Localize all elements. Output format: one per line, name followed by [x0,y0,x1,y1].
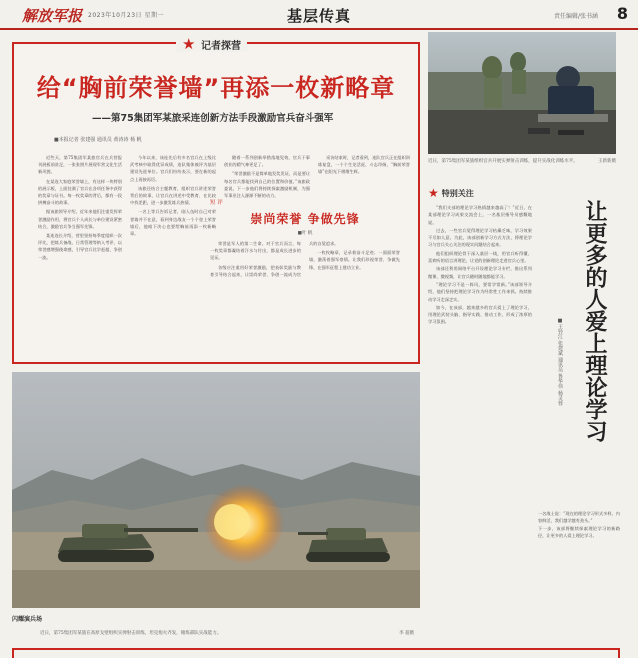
special-paragraph: “理论学习不是一阵风，要常学常新。”该部领导介绍，他们坚持把理论学习作为经常性工作来抓，持续推动学习走深走实。 [428,281,532,302]
special-vertical-title: 让更多的人爱上理论学习 [582,200,607,442]
shooting-training-photo [428,32,616,154]
article-paragraph: 据该旅领导介绍，近年来他们注重发挥荣誉激励作用，将官兵个人成长与单位建设紧密结合，激励官兵争当强军先锋。 [38,209,122,229]
shooting-training-illustration [428,32,616,154]
special-paragraph: 过去，一些官兵觉得理论学习枯燥乏味，学习效果不尽如人意。为此，该部创新学习方式方法，将理论学习与官兵关心关注的现实问题结合起来。 [428,227,532,248]
article-paragraph: 近些天，第75集团军某旅官兵在兵营报刊展板前驻足，一张张照片展现军营文化生活新风貌。 [38,155,122,175]
special-paragraph: 他们组织理论骨干深入基层一线，用官兵听得懂、喜欢听的语言讲理论，让党的创新理论走进官兵心里。 [428,250,532,264]
star-icon: ★ [182,35,196,53]
special-article-column [428,204,532,646]
article-column-1 [38,154,122,358]
commentary-header [210,198,400,206]
feature-tag-label: 记者探营 [201,40,241,52]
page-number: 8 [616,4,628,23]
top-photo-caption [428,158,616,165]
commentary-paragraph: 荣誉是军人的第二生命。对于官兵而言，每一枚奖章都凝结着汗水与付出，都是成长进步的见证。 [210,241,301,261]
main-photo-caption [40,630,420,636]
commentary-paragraph: 各级应注重用好荣誉激励，把表彰奖励与教育引导结合起来，让崇尚荣誉、争创一流成为官兵的自觉追求。 [210,241,339,277]
masthead [0,0,638,30]
commentary-title: 崇尚荣誉 争做先锋 [250,212,360,226]
top-photo-caption-text: 近日，第75集团军某旅组织官兵开展实弹射击训练，提升实战化训练水平。 [428,159,578,164]
commentary-paragraph: 一枚枚略章，记录着奋斗足迹；一面面荣誉墙，激荡着强军豪情。让我们珍视荣誉、争做先锋，在强军征程上建功立业。 [309,250,400,270]
article-paragraph: 今年以来，该连先后有多名官兵在上级比武考核中取得优异成绩，连队集体被评为基层建设先进单位。官兵们纷纷表示，要在新的起点上再接再厉。 [130,155,216,182]
special-byline: ■王铃江 张建斌 通讯员 鲁华伟 杨灵蓉 [557,318,563,406]
special-attention-header [428,186,474,200]
bottom-article-frame [12,648,620,658]
newspaper-logo: 解放军报 [22,7,83,25]
main-photo-credit: 李 超摄 [399,631,414,636]
article-paragraph: 采访结束时，记者看到，连队官兵正在组织训练复盘，一个个生龙活虎、斗志昂扬，“胸前荣誉墙”在阳光下熠熠生辉。 [318,155,410,175]
article-paragraph: 该旅还结合主题教育，组织官兵讲述荣誉背后的故事，让官兵在讲述中受教育、在比较中找差距，进一步激发练兵热情。 [130,185,216,206]
commentary-box [210,198,400,316]
commentary-author: ■叶 帆 [297,231,313,236]
article-paragraph: 一名上等兵告诉记者，刚入伍时自己对荣誉墙并不在意，看到身边战友一个个登上荣誉墙后，他暗下决心也要给胸前再添一枚新略章。 [130,209,216,237]
article-paragraph: 随着一系列创新举措落地见效，官兵干事创业的精气神更足了。 [224,155,310,168]
special-paragraph: 一名战士说：“现在的理论学习形式多样、内容鲜活，我们越学越有劲头。” [538,511,620,524]
commentary-body [210,240,400,278]
special-paragraph: 如今，在该部，越来越多的官兵爱上了理论学习，用理论武装头脑、指导实践、推动工作，形成了浓厚的学习氛围。 [428,304,532,325]
editor-credit: 责任编辑/张书涵 [553,13,598,20]
special-article-column-lower [538,510,620,646]
feature-subheadline: ——第75集团军某旅采连创新方法手段激励官兵奋斗强军 [92,113,334,124]
article-paragraph: 某连连长介绍，营里坚持每季度组织一次评比，把练兵备战、日常管理等纳入考评，以荣誉感增强使命感，引导官兵比学赶超、争创一流。 [38,233,122,260]
main-photo-caption-text: 近日，第75集团军某旅在高原戈壁组织实弹射击训练，坦克炮火齐发，锤炼部队实战能力。 [40,631,222,636]
feature-byline: ■本报记者 张建强 通讯员 黄涛涛 杨 帆 [54,137,142,143]
feature-headline: 给“胸前荣誉墙”再添一枚新略章 [36,74,396,102]
top-photo-credit: 王新新摄 [598,159,616,164]
special-paragraph: 该部还利用网络平台开设理论学习专栏，推出系列微课、微视频，让官兵随时随地都能学习。 [428,266,532,279]
tank-firing-photo [12,372,420,608]
tank-firing-illustration [12,372,420,608]
article-column-2 [130,154,216,358]
article-paragraph: 在某连大家庭荣誉墙上，有这样一块特别的展示板，上面挂满了官兵在各项任务中获得的奖章与证书。每一枚奖章的背后，都有一段拼搏奋斗的故事。 [38,178,122,206]
main-photo-label: 闪耀演兵场 [12,616,43,623]
special-paragraph: 下一步，该部将继续探索理论学习的新路径，让更多的人爱上理论学习。 [538,525,620,538]
section-title: 基层传真 [286,7,351,25]
feature-tag [176,36,247,52]
commentary-category: 短 评 [210,200,223,206]
publication-date: 2023年10月23日 星期一 [88,12,164,19]
article-paragraph: “荣誉激励不是简单地发奖发证，而是要让每名官兵都能找到自己的位置和价值。”该旅政委说，下一步他们将持续探索激励机制，为强军事业注入源源不断的动力。 [224,171,310,199]
special-attention-label: 特别关注 [441,188,474,198]
star-icon: ★ [428,186,439,200]
special-paragraph: “我们支部的理论学习热情越来越高了！”近日，在某部理论学习成果交流会上，一名基层指导员感慨地说。 [428,205,532,225]
